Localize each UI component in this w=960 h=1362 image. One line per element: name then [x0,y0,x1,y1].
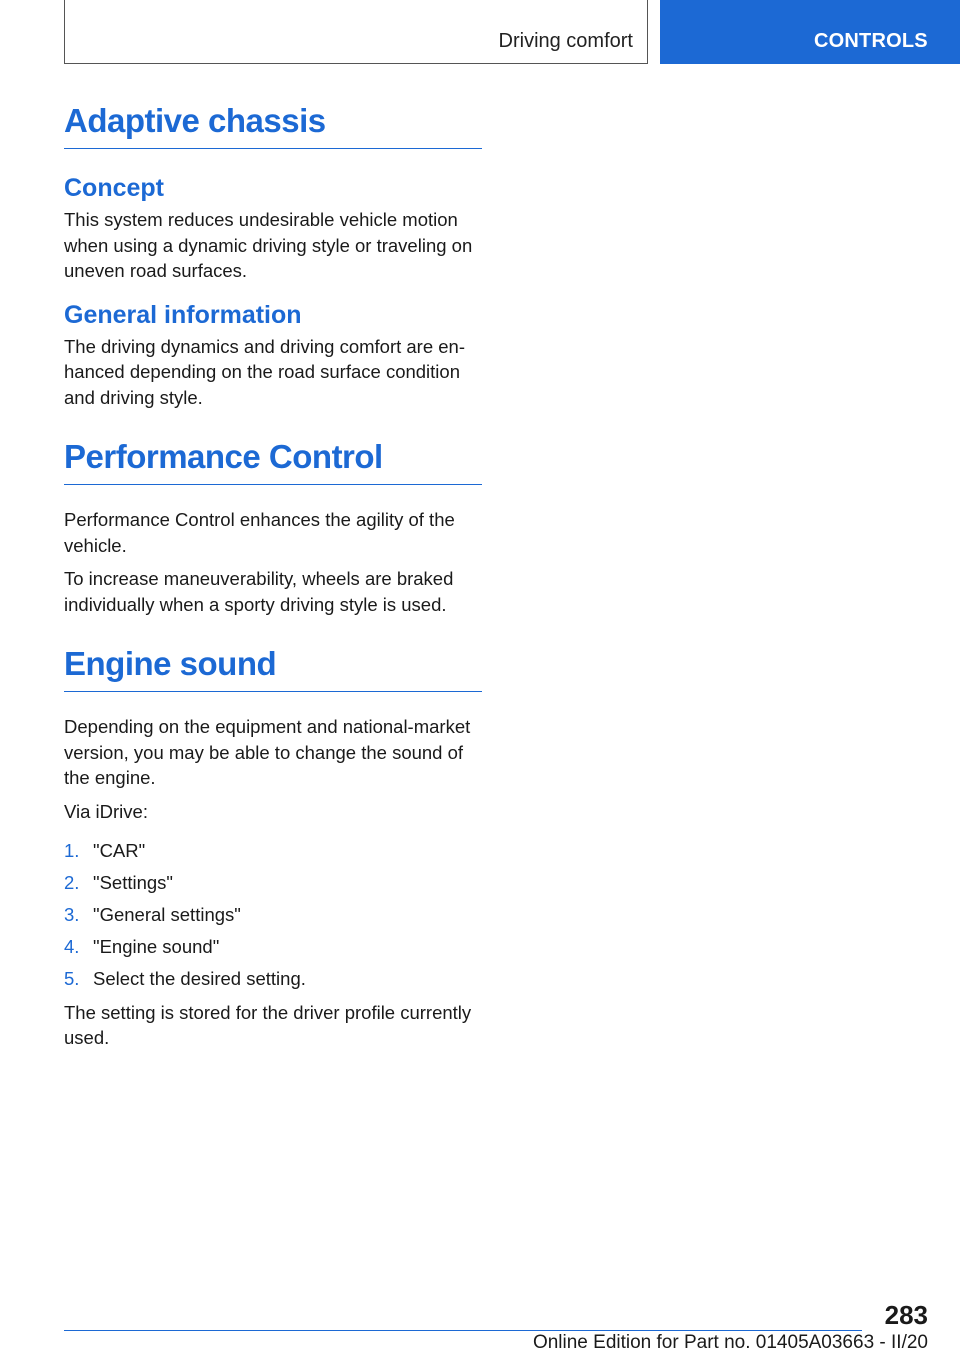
list-item [64,966,482,992]
list-item [64,934,482,960]
list-item [64,870,482,896]
step-text: "Engine sound" [93,936,220,957]
page-content [64,102,482,1059]
list-item [64,902,482,928]
general-information-text: The driving dynamics and driving comfort are enhanced depending on the road surface condition and driving style. [64,335,466,408]
performance-text-2: To increase maneuverability, wheels are braked individually when a sporty driving style is used. [64,568,454,615]
step-text: "General settings" [93,904,241,925]
page-number: 283 [884,1300,928,1330]
heading-performance-control: Performance Control [64,438,482,485]
via-idrive-label: Via iDrive: [64,800,148,822]
heading-engine-sound: Engine sound [64,645,482,692]
performance-text-1: Performance Control enhances the agility of the vehicle. [64,509,455,556]
step-text: "CAR" [93,840,146,861]
footer-edition-text: Online Edition for Part no. 01405A03663 - II/20 [532,1332,928,1353]
concept-text: This system reduces undesirable vehicle motion when using a dynamic driving style or traveling on uneven road surfaces. [64,209,473,281]
step-number: 1. [64,840,80,861]
subheading-general-information: General information [64,300,302,329]
step-number: 3. [64,904,80,925]
subheading-concept: Concept [64,174,164,202]
idrive-steps-list [64,838,482,992]
step-number: 5. [64,968,80,989]
chapter-tab [660,0,960,64]
step-text: Select the desired setting. [93,968,306,989]
list-item [64,838,482,864]
header-section-box [64,0,648,64]
footer-divider [64,1330,862,1331]
step-number: 2. [64,872,80,893]
chapter-label: CONTROLS [814,30,928,52]
engine-sound-text: Depending on the equipment and national-market version, you may be able to change the sound of the engine. [64,716,471,788]
heading-adaptive-chassis: Adaptive chassis [64,102,482,149]
step-text: "Settings" [93,872,173,893]
engine-sound-closing-text: The setting is stored for the driver profile currently used. [64,1001,472,1048]
section-title: Driving comfort [498,30,633,52]
step-number: 4. [64,936,80,957]
